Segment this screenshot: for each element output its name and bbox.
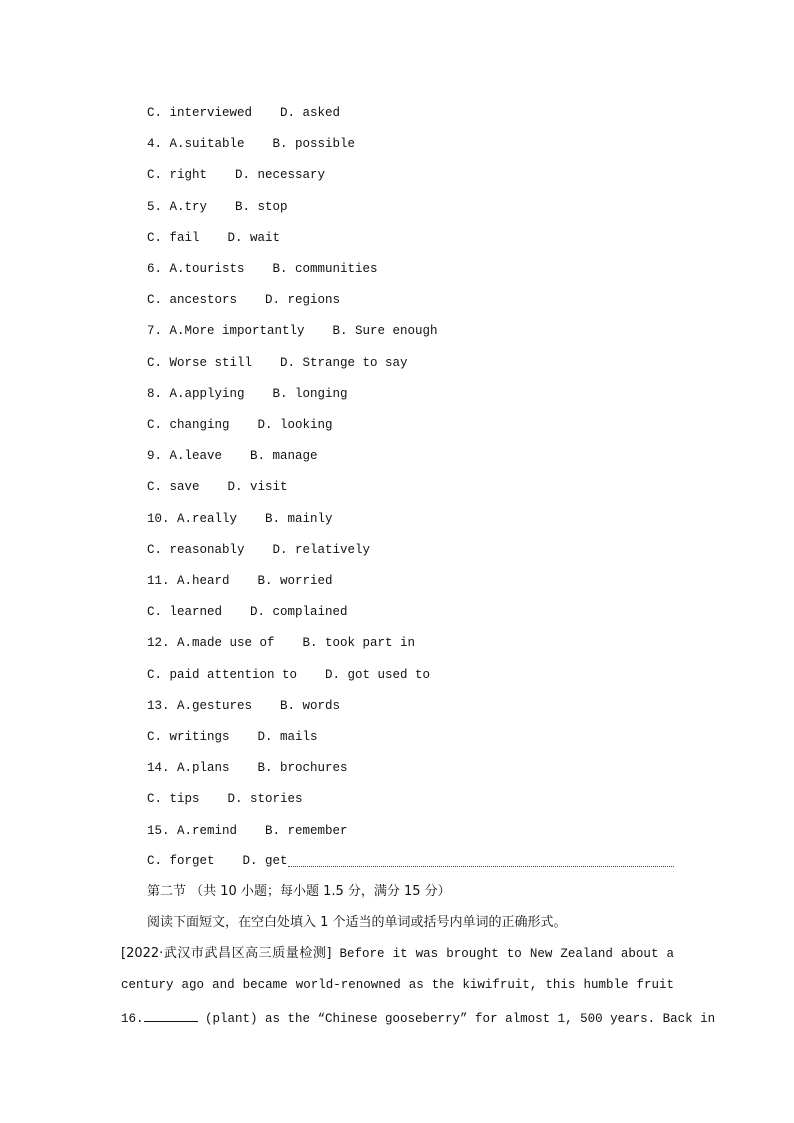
- option-second: B. stop: [235, 199, 288, 214]
- option-second: B. communities: [272, 262, 378, 276]
- option-second: D. relatively: [272, 542, 371, 557]
- option-second: B. longing: [272, 386, 348, 401]
- option-line: [147, 479, 288, 495]
- option-first: 7. A.More importantly: [147, 324, 305, 339]
- dotted-separator: [288, 865, 674, 867]
- option-line: [147, 823, 348, 839]
- option-second: D. complained: [250, 605, 348, 620]
- option-first: C. ancestors: [147, 293, 238, 308]
- option-line: [147, 635, 415, 651]
- option-first: 5. A.try: [147, 199, 208, 214]
- option-c: C. forget: [147, 854, 215, 868]
- option-line: [147, 573, 333, 589]
- option-second: B. words: [280, 698, 341, 713]
- option-line: [147, 729, 318, 745]
- option-first: C. save: [147, 480, 200, 495]
- option-first: C. fail: [147, 230, 200, 245]
- option-second: B. took part in: [302, 636, 416, 651]
- option-d: D. get: [242, 854, 288, 868]
- option-first: C. interviewed: [147, 106, 253, 120]
- option-line: [147, 760, 348, 776]
- passage-line-3-text: (plant) as the “Chinese gooseberry” for almost 1, 500 years. Back in: [197, 1012, 716, 1026]
- option-first: 10. A.really: [147, 511, 238, 526]
- option-first: C. learned: [147, 605, 223, 620]
- option-first: C. writings: [147, 730, 230, 744]
- option-second: D. regions: [265, 293, 341, 308]
- option-line: [147, 105, 340, 121]
- option-first: 12. A.made use of: [147, 636, 275, 651]
- option-line: [147, 230, 280, 246]
- option-second: B. manage: [250, 449, 318, 464]
- option-line: [147, 292, 340, 308]
- option-first: C. tips: [147, 792, 200, 807]
- last-option-line: [147, 853, 674, 869]
- option-line: [147, 167, 325, 183]
- option-line: [147, 698, 340, 714]
- option-first: 14. A.plans: [147, 761, 230, 776]
- option-line: [147, 355, 408, 371]
- option-second: D. mails: [257, 730, 318, 744]
- option-line: [147, 417, 333, 433]
- section-title: 第二节 （共 10 小题；每小题 1.5 分，满分 15 分）: [147, 884, 451, 899]
- option-line: [147, 542, 370, 558]
- option-first: C. right: [147, 168, 208, 183]
- option-line: [147, 386, 348, 402]
- option-line: [147, 199, 288, 215]
- passage-source: [2022·武汉市武昌区高三质量检测]: [121, 946, 332, 961]
- option-first: C. Worse still: [147, 355, 253, 370]
- option-line: [147, 136, 355, 152]
- blank-number: 16.: [121, 1012, 144, 1026]
- option-line: [147, 791, 303, 807]
- option-second: D. stories: [227, 792, 303, 807]
- option-second: D. necessary: [235, 168, 326, 183]
- option-second: D. looking: [257, 418, 333, 432]
- passage-line-1-text: Before it was brought to New Zealand about a: [331, 947, 674, 961]
- option-second: D. asked: [280, 106, 341, 120]
- option-line: [147, 448, 318, 464]
- option-first: 9. A.leave: [147, 449, 223, 464]
- passage-line-3: [121, 1009, 716, 1027]
- instruction-text: 阅读下面短文，在空白处填入 1 个适当的单词或括号内单词的正确形式。: [147, 915, 567, 930]
- option-second: D. visit: [227, 480, 288, 495]
- option-second: B. mainly: [265, 511, 333, 526]
- option-line: [147, 667, 430, 683]
- option-first: C. reasonably: [147, 542, 245, 557]
- passage-line-1: [121, 946, 674, 962]
- answer-blank-16[interactable]: [144, 1009, 198, 1022]
- option-second: B. worried: [257, 574, 333, 588]
- option-line: [147, 604, 348, 620]
- option-second: B. possible: [272, 137, 356, 152]
- option-first: C. paid attention to: [147, 667, 298, 682]
- option-second: D. Strange to say: [280, 355, 408, 370]
- option-line: [147, 511, 333, 527]
- option-first: 4. A.suitable: [147, 137, 245, 152]
- option-second: B. Sure enough: [332, 324, 438, 339]
- option-line: [147, 261, 378, 277]
- option-second: B. remember: [265, 823, 348, 838]
- option-first: 15. A.remind: [147, 823, 238, 838]
- option-second: B. brochures: [257, 761, 348, 776]
- option-first: 13. A.gestures: [147, 698, 253, 713]
- option-second: D. wait: [227, 230, 281, 245]
- option-first: 6. A.tourists: [147, 262, 245, 276]
- option-first: 11. A.heard: [147, 574, 230, 588]
- option-first: 8. A.applying: [147, 386, 245, 401]
- option-second: D. got used to: [325, 667, 431, 682]
- option-line: [147, 323, 438, 339]
- option-first: C. changing: [147, 418, 230, 432]
- passage-line-2: century ago and became world-renowned as the kiwifruit, this humble fruit: [121, 978, 674, 992]
